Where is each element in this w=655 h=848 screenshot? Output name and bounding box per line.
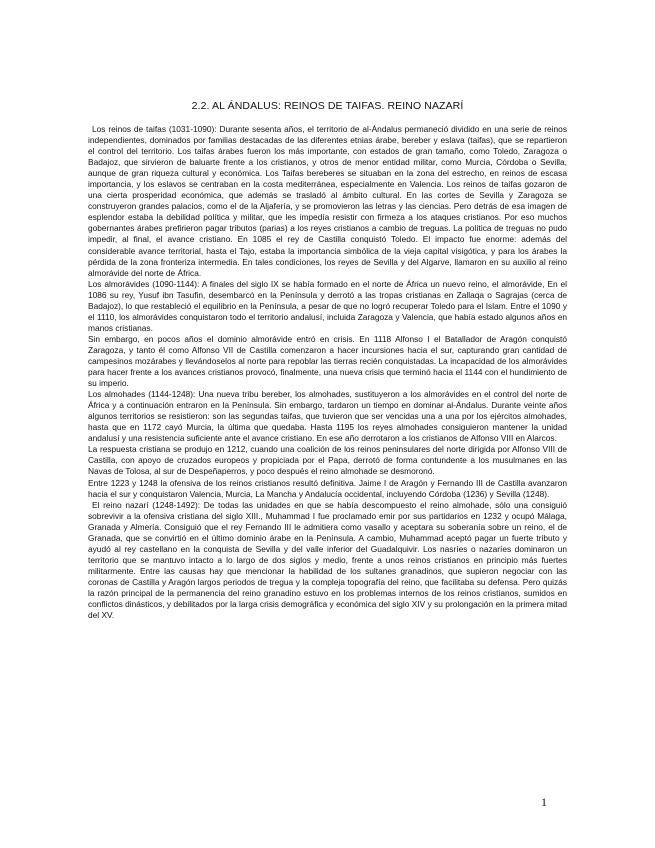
paragraph-nasrid-kingdom: El reino nazarí (1248-1492): De todas las unidades en que se había descompuesto el reino almohade, sólo una consiguió sobrevivir a la ofensiva cristiana del siglo XIII., Muhammad I fue proclamado emir por sus partidarios en 1232 y ocupó Málaga, Granada y Almería. Consiguió que el rey Fernando III le admitiera como vasallo y aceptara su soberanía sobre un reino, el de Granada, que se convirtió en el último dominio árabe en la Península. A cambio, Muhammad aceptó pagar un fuerte tributo y ayudó al rey castellano en la conquista de Sevilla y del valle inferior del Guadalquivir. Los nasríes o nazaríes dominaron un territorio que se mantuvo intacto a lo largo de dos siglos y medio, frente a unos reinos cristianos en principio más fuertes militarmente. Entre las causas hay que mencionar la habilidad de los sultanes granadinos, que supieron negociar con las coronas de Castilla y Aragón largos periodos de tregua y la compleja topografía del reino, que facilitaba su defensa. Pero quizás la razón principal de la permanencia del reino granadino estuvo en los problemas internos de los reinos cristianos, sumidos en conflictos dinásticos, y debilitados por la larga crisis demográfica y económica del siglo XIV y su prolongación en la primera mitad del XV. bbox=[88, 499, 567, 621]
paragraph-almoravid-crisis: Sin embargo, en pocos años el dominio almorávide entró en crisis. En 1118 Alfonso I el Batallador de Aragón conquistó Zaragoza, y tanto él como Alfonso VII de Castilla comenzaron a hacer incursiones hacia el sur, capturando gran cantidad de campesinos mozárabes y llevándoselos al norte para repoblar las tierras recién conquistadas. La incapacidad de los almorávides para hacer frente a los avances cristianos provocó, finalmente, una nueva crisis que terminó hacia el 1144 con el hundimiento de su imperio. bbox=[88, 333, 567, 389]
page-title: 2.2. AL ÁNDALUS: REINOS DE TAIFAS. REINO NAZARÍ bbox=[191, 100, 464, 112]
document-body bbox=[88, 124, 567, 621]
paragraph-almohades: Los almohades (1144-1248): Una nueva tribu bereber, los almohades, sustituyeron a los almorávides en el control del norte de África y a continuación entraron en la Península. Sin embargo, tardaron un tiempo en dominar al-Ándalus. Durante veinte años algunos territorios se resistieron: son las segundas taifas, que tuvieron que ser vencidas una a una por los ejércitos almohades, hasta que en 1172 cayó Murcia, la última que quedaba. Hasta 1195 los reyes almohades consiguieron mantener la unidad andalusí y una resistencia suficiente ante el avance cristiano. En ese año derrotaron a los cristianos de Alfonso VIII en Alarcos. bbox=[88, 389, 567, 444]
paragraph-christian-response: La respuesta cristiana se produjo en 1212, cuando una coalición de los reinos peninsulares del norte dirigida por Alfonso VIII de Castilla, con apoyo de cruzados europeos y propiciada por el Papa, derrotó de forma contundente a los musulmanes en las Navas de Tolosa, al sur de Despeñaperros, y poco después el reino almohade se desmoronó. bbox=[88, 444, 567, 477]
paragraph-taifas: Los reinos de taifas (1031-1090): Durante sesenta años, el territorio de al-Ándalus permaneció dividido en una serie de reinos independientes, dominados por familias destacadas de las diferentes etnias árabe, bereber y eslava (taifas), que se repartieron el control del territorio. Los taifas árabes fueron los más importante, con estados de gran tamaño, como Toledo, Zaragoza o Badajoz, que sirvieron de baluarte frente a los cristianos, y otros de menor entidad militar, como Murcia, Córdoba o Sevilla, aunque de gran riqueza cultural y económica. Los Taifas bereberes se situaban en la zona del estrecho, en reinos de escasa importancia, y los eslavos se centraban en la costa mediterránea, especialmente en Valencia. Los reinos de taifas gozaron de una cierta prosperidad económica, que además se trasladó al ámbito cultural. En las cortes de Sevilla y Zaragoza se construyeron grandes palacios, como el de la Aljafería, y se promovieron las letras y las ciencias. Pero detrás de esa imagen de esplendor estaba la debilidad política y militar, que les impedía resistir con firmeza a los ataques cristianos. Por eso muchos gobernantes árabes prefirieron pagar tributos (parias) a los reyes cristianos a cambio de treguas. La política de treguas no pudo impedir, al final, el avance cristiano. En 1085 el rey de Castilla conquistó Toledo. El impacto fue enorme: además del considerable avance territorial, hasta el Tajo, estaba la importancia simbólica de la vieja capital visigótica, y para los árabes la pérdida de la zona fronteriza intermedia. En tales condiciones, los reyes de Sevilla y del Algarve, llamaron en su auxilio al reino almorávide del norte de África. bbox=[88, 124, 567, 278]
paragraph-christian-offensive: Entre 1223 y 1248 la ofensiva de los reinos cristianos resultó definitiva. Jaime I de Aragón y Fernando III de Castilla avanzaron hacia el sur y conquistaron Valencia, Murcia, La Mancha y Andalucía occidental, incluyendo Córdoba (1236) y Sevilla (1248). bbox=[88, 477, 567, 499]
paragraph-almoravides: Los almorávides (1090-1144): A finales del siglo IX se había formado en el norte de África un nuevo reino, el almorávide, En el 1086 su rey, Yusuf ibn Tasufin, desembarcó en la Península y derrotó a las tropas cristianas en Zallaqa o Sagrajas (cerca de Badajoz), lo que restableció el equilibrio en la Península, a pesar de que no logró recuperar Toledo para el Islam. Entre el 1090 y el 1110, los almorávides conquistaron todo el territorio andalusí, incluida Zaragoza y Valencia, que había estado algunos años en manos cristianas. bbox=[88, 278, 567, 333]
page-number: 1 bbox=[541, 795, 547, 809]
